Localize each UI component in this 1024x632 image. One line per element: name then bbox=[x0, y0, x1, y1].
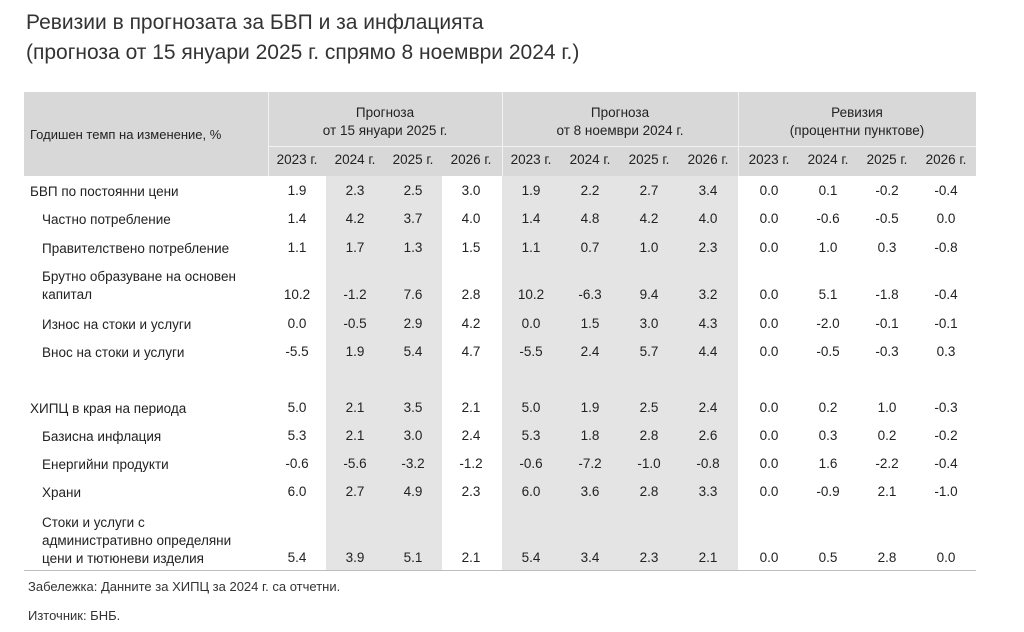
table-cell: 5.4 bbox=[521, 550, 541, 565]
row-label bbox=[42, 211, 171, 229]
table-cell: -1.2 bbox=[343, 287, 367, 302]
table-cell: 2.1 bbox=[345, 428, 365, 443]
table-cell: 2.1 bbox=[877, 484, 897, 499]
table-cell: 4.8 bbox=[580, 211, 600, 226]
group-revision-line1: Ревизия bbox=[831, 105, 883, 120]
table-cell: 4.3 bbox=[698, 316, 718, 331]
table-cell: 0.7 bbox=[580, 240, 600, 255]
table-cell: 1.3 bbox=[403, 240, 423, 255]
table-cell: -0.1 bbox=[875, 316, 899, 331]
row-label-line: Стоки и услуги с bbox=[42, 515, 145, 530]
table-cell: -0.4 bbox=[934, 287, 958, 302]
row-label bbox=[30, 183, 179, 201]
row-label bbox=[42, 240, 229, 258]
table-cell: 4.7 bbox=[461, 344, 481, 359]
table-cell: 4.9 bbox=[403, 484, 423, 499]
table-cell: 0.0 bbox=[287, 316, 307, 331]
year-header: 2025 г. bbox=[866, 152, 908, 167]
table-cell: 4.0 bbox=[461, 211, 481, 226]
row-label bbox=[42, 268, 236, 304]
header-rule bbox=[268, 146, 976, 147]
row-label-line: Износ на стоки и услуги bbox=[42, 317, 192, 332]
table-cell: 3.5 bbox=[403, 400, 423, 415]
table-cell: -5.5 bbox=[285, 344, 309, 359]
row-label bbox=[42, 484, 81, 502]
year-header: 2025 г. bbox=[392, 152, 434, 167]
table-cell: 2.3 bbox=[461, 484, 481, 499]
table-bottom-rule bbox=[24, 570, 976, 571]
table-cell: 1.1 bbox=[521, 240, 541, 255]
table-cell: 1.5 bbox=[461, 240, 481, 255]
table-cell: 0.0 bbox=[521, 316, 541, 331]
table-cell: 2.7 bbox=[639, 183, 659, 198]
group-revision bbox=[738, 104, 976, 140]
table-cell: 3.4 bbox=[698, 183, 718, 198]
table-cell: 0.0 bbox=[759, 550, 779, 565]
table-cell: -0.5 bbox=[816, 344, 840, 359]
footnote: Забележка: Данните за ХИПЦ за 2024 г. са отчетни. bbox=[28, 579, 341, 594]
table-cell: 2.4 bbox=[580, 344, 600, 359]
table-cell: 1.0 bbox=[877, 400, 897, 415]
table-cell: 2.4 bbox=[698, 400, 718, 415]
table-cell: 1.0 bbox=[818, 240, 838, 255]
table-cell: 0.0 bbox=[759, 240, 779, 255]
table-cell: -0.1 bbox=[934, 316, 958, 331]
group-jan-line1: Прогноза bbox=[355, 105, 415, 120]
year-header: 2026 г. bbox=[450, 152, 492, 167]
row-label-line: Внос на стоки и услуги bbox=[42, 345, 185, 360]
table-cell: -0.8 bbox=[934, 240, 958, 255]
table-cell: 0.0 bbox=[759, 484, 779, 499]
table-cell: 4.2 bbox=[345, 211, 365, 226]
table-cell: 0.0 bbox=[759, 400, 779, 415]
group-nov bbox=[502, 104, 738, 140]
table-cell: 0.0 bbox=[759, 183, 779, 198]
row-label bbox=[42, 456, 169, 474]
table-cell: 7.6 bbox=[403, 287, 423, 302]
table-cell: 1.4 bbox=[521, 211, 541, 226]
table-cell: 2.1 bbox=[461, 400, 481, 415]
table-cell: -0.9 bbox=[816, 484, 840, 499]
page-title: Ревизии в прогнозата за БВП и за инфлацията bbox=[26, 11, 484, 34]
year-header: 2023 г. bbox=[276, 152, 318, 167]
table-cell: 3.6 bbox=[580, 484, 600, 499]
table-cell: 2.8 bbox=[639, 484, 659, 499]
table-cell: -0.6 bbox=[285, 456, 309, 471]
table-cell: 3.0 bbox=[461, 183, 481, 198]
table-cell: 0.3 bbox=[818, 428, 838, 443]
table-cell: 0.0 bbox=[759, 456, 779, 471]
table-cell: 2.5 bbox=[639, 400, 659, 415]
table-cell: -0.4 bbox=[934, 183, 958, 198]
row-label-line: Брутно образуване на основен bbox=[42, 269, 236, 284]
year-header: 2025 г. bbox=[628, 152, 670, 167]
group-jan-line2: от 15 януари 2025 г. bbox=[322, 123, 448, 138]
table-cell: 2.4 bbox=[461, 428, 481, 443]
table-cell: 2.7 bbox=[345, 484, 365, 499]
table-cell: -0.3 bbox=[875, 344, 899, 359]
table-cell: 1.8 bbox=[580, 428, 600, 443]
table-cell: 5.4 bbox=[403, 344, 423, 359]
table-cell: 10.2 bbox=[283, 287, 311, 302]
table-cell: 2.5 bbox=[403, 183, 423, 198]
shade-columns-nov bbox=[502, 176, 738, 570]
table-cell: 3.3 bbox=[698, 484, 718, 499]
table-cell: 5.1 bbox=[818, 287, 838, 302]
table-cell: 1.9 bbox=[580, 400, 600, 415]
table-cell: 0.0 bbox=[936, 211, 956, 226]
row-label-line: цени и тютюневи изделия bbox=[42, 551, 204, 566]
year-header: 2024 г. bbox=[334, 152, 376, 167]
table-cell: -2.0 bbox=[816, 316, 840, 331]
table-cell: 6.0 bbox=[287, 484, 307, 499]
table-cell: 2.9 bbox=[403, 316, 423, 331]
table-cell: 0.0 bbox=[759, 287, 779, 302]
year-header: 2024 г. bbox=[569, 152, 611, 167]
table-cell: -1.8 bbox=[875, 287, 899, 302]
table-cell: 0.2 bbox=[818, 400, 838, 415]
table-cell: 0.2 bbox=[877, 428, 897, 443]
table-cell: 5.1 bbox=[403, 550, 423, 565]
shade-column-2024-jan bbox=[326, 176, 384, 570]
table-cell: 5.3 bbox=[521, 428, 541, 443]
table-cell: -2.2 bbox=[875, 456, 899, 471]
group-nov-line2: от 8 ноември 2024 г. bbox=[556, 123, 684, 138]
table-cell: 0.0 bbox=[759, 428, 779, 443]
table-cell: 4.2 bbox=[461, 316, 481, 331]
table-cell: 0.0 bbox=[759, 316, 779, 331]
year-header: 2026 г. bbox=[687, 152, 729, 167]
row-label-line: административно определяни bbox=[42, 533, 232, 548]
page-subtitle: (прогноза от 15 януари 2025 г. спрямо 8 ноември 2024 г.) bbox=[26, 41, 580, 64]
row-header: Годишен темп на изменение, % bbox=[30, 127, 222, 142]
table-cell: 3.7 bbox=[403, 211, 423, 226]
table-cell: 3.9 bbox=[345, 550, 365, 565]
table-cell: -1.0 bbox=[934, 484, 958, 499]
row-label bbox=[42, 344, 184, 362]
table-cell: -0.6 bbox=[519, 456, 543, 471]
table-cell: 1.0 bbox=[639, 240, 659, 255]
table-cell: 2.1 bbox=[345, 400, 365, 415]
table-cell: -0.2 bbox=[875, 183, 899, 198]
table-cell: 3.0 bbox=[639, 316, 659, 331]
group-revision-line2: (процентни пунктове) bbox=[789, 123, 925, 138]
year-header: 2026 г. bbox=[925, 152, 967, 167]
row-label bbox=[42, 428, 161, 446]
table-cell: 0.0 bbox=[936, 550, 956, 565]
table-cell: 2.3 bbox=[698, 240, 718, 255]
row-label-line: Енергийни продукти bbox=[42, 457, 169, 472]
table-cell: 1.4 bbox=[287, 211, 307, 226]
row-label bbox=[42, 514, 231, 568]
table-cell: 2.8 bbox=[639, 428, 659, 443]
source-note: Източник: БНБ. bbox=[28, 608, 121, 623]
table-cell: 2.6 bbox=[698, 428, 718, 443]
table-cell: 1.9 bbox=[521, 183, 541, 198]
row-label-line: Храни bbox=[42, 485, 82, 500]
table-cell: 5.0 bbox=[287, 400, 307, 415]
table-cell: 4.2 bbox=[639, 211, 659, 226]
row-label-line: БВП по постоянни цени bbox=[30, 184, 179, 199]
shade-column-2025-jan bbox=[384, 176, 442, 570]
row-label-line: Базисна инфлация bbox=[42, 429, 162, 444]
year-header: 2023 г. bbox=[748, 152, 790, 167]
table-cell: -0.4 bbox=[934, 456, 958, 471]
row-label-line: ХИПЦ в края на периода bbox=[30, 401, 187, 416]
table-cell: 1.9 bbox=[345, 344, 365, 359]
table-cell: -0.8 bbox=[696, 456, 720, 471]
group-nov-line1: Прогноза bbox=[590, 105, 650, 120]
table-cell: 0.3 bbox=[936, 344, 956, 359]
table-cell: -7.2 bbox=[578, 456, 602, 471]
table-cell: 5.3 bbox=[287, 428, 307, 443]
table-cell: 2.2 bbox=[580, 183, 600, 198]
table-cell: 2.3 bbox=[639, 550, 659, 565]
table-cell: 0.0 bbox=[759, 344, 779, 359]
table-cell: -1.0 bbox=[637, 456, 661, 471]
table-cell: 4.4 bbox=[698, 344, 718, 359]
table-cell: 0.0 bbox=[759, 211, 779, 226]
table-cell: 2.8 bbox=[877, 550, 897, 565]
table-cell: 2.3 bbox=[345, 183, 365, 198]
row-label bbox=[30, 400, 186, 418]
table-cell: -5.5 bbox=[519, 344, 543, 359]
table-cell: -0.2 bbox=[934, 428, 958, 443]
table-cell: -5.6 bbox=[343, 456, 367, 471]
table-cell: -1.2 bbox=[459, 456, 483, 471]
row-label-line: Правителствено потребление bbox=[42, 241, 230, 256]
table-cell: -0.3 bbox=[934, 400, 958, 415]
row-label bbox=[42, 316, 191, 334]
group-jan bbox=[268, 104, 502, 140]
table-cell: -3.2 bbox=[401, 456, 425, 471]
table-cell: 9.4 bbox=[639, 287, 659, 302]
table-cell: 0.5 bbox=[818, 550, 838, 565]
row-label-line: Частно потребление bbox=[42, 212, 171, 227]
year-header: 2023 г. bbox=[510, 152, 552, 167]
table-cell: 5.7 bbox=[639, 344, 659, 359]
table-cell: 2.1 bbox=[461, 550, 481, 565]
table-cell: 5.4 bbox=[287, 550, 307, 565]
table-cell: 0.3 bbox=[877, 240, 897, 255]
table-cell: 2.1 bbox=[698, 550, 718, 565]
table-cell: 1.1 bbox=[287, 240, 307, 255]
year-header: 2024 г. bbox=[807, 152, 849, 167]
table-cell: 0.1 bbox=[818, 183, 838, 198]
row-label-line: капитал bbox=[42, 287, 92, 302]
table-cell: -6.3 bbox=[578, 287, 602, 302]
table-cell: 3.0 bbox=[403, 428, 423, 443]
table-cell: 1.9 bbox=[287, 183, 307, 198]
table-cell: -0.5 bbox=[343, 316, 367, 331]
table-cell: 4.0 bbox=[698, 211, 718, 226]
table-cell: 6.0 bbox=[521, 484, 541, 499]
table-cell: 3.2 bbox=[698, 287, 718, 302]
table-cell: 3.4 bbox=[580, 550, 600, 565]
table-cell: 1.7 bbox=[345, 240, 365, 255]
table-cell: 5.0 bbox=[521, 400, 541, 415]
table-cell: 1.6 bbox=[818, 456, 838, 471]
table-cell: 1.5 bbox=[580, 316, 600, 331]
table-cell: 2.8 bbox=[461, 287, 481, 302]
table-cell: 10.2 bbox=[517, 287, 545, 302]
table-cell: -0.6 bbox=[816, 211, 840, 226]
table-cell: -0.5 bbox=[875, 211, 899, 226]
